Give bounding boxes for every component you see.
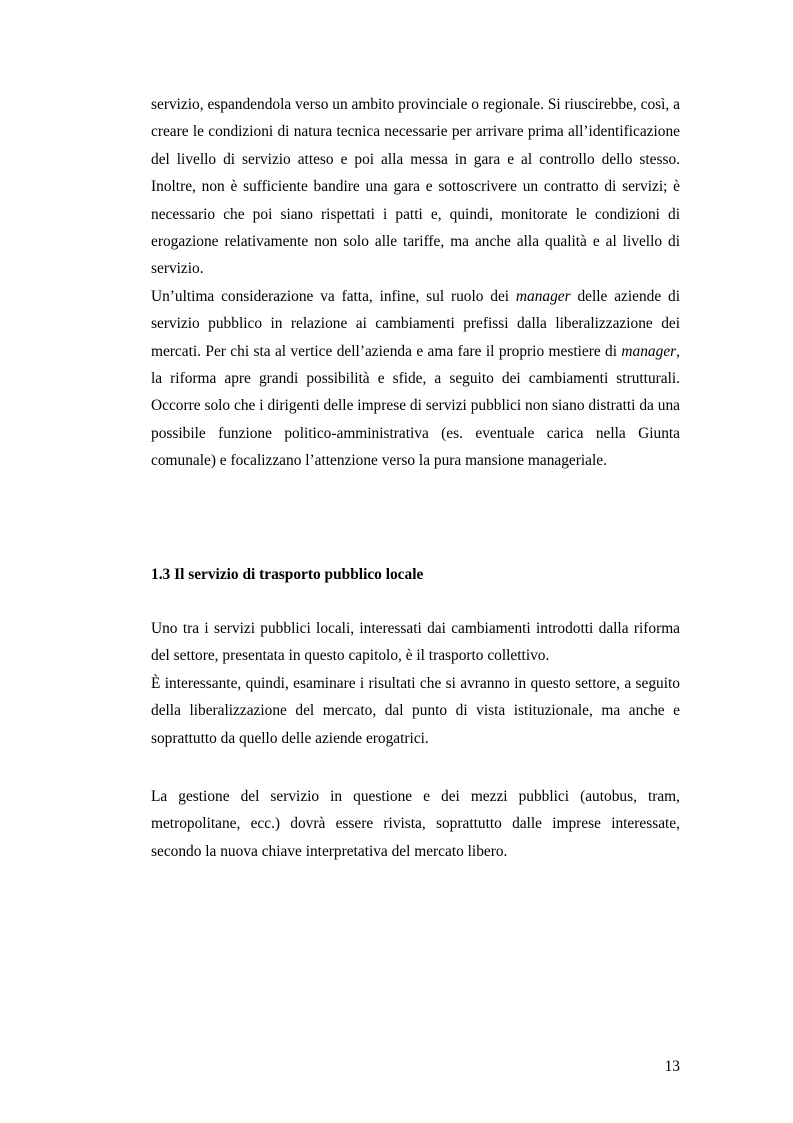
paragraph-manager-role-part-3: , la riforma apre grandi possibilità e sfide, a seguito dei cambiamenti strutturali. Occorre solo che i dirigenti delle imprese di servizi pubblici non siano distratti da una possibile funzione politico-amministrativa (es. eventuale carica nella Giunta comunale) e focalizzano l’attenzione verso la pura mansione manageriale. bbox=[151, 342, 680, 470]
body-text-management bbox=[151, 783, 680, 865]
paragraph-service-level: servizio, espandendola verso un ambito provinciale o regionale. Si riuscirebbe, così, a creare le condizioni di natura tecnica necessarie per arrivare prima all’identificazione del livello di servizio atteso e poi alla messa in gara e al controllo dello stesso. Inoltre, non è sufficiente bandire una gara e sottoscrivere un contratto di servizi; è necessario che poi siano rispettati i patti e, quindi, monitorate le condizioni di erogazione relativamente non solo alle tariffe, ma anche alla qualità e al livello di servizio. bbox=[151, 96, 680, 278]
paragraph-manager-role bbox=[151, 283, 680, 475]
paragraph-liberalization-results: È interessante, quindi, esaminare i risultati che si avranno in questo settore, a seguito della liberalizzazione del mercato, dal punto di vista istituzionale, ma anche e soprattutto da quello delle aziende erogatrici. bbox=[151, 674, 680, 747]
page-number: 13 bbox=[664, 1058, 680, 1075]
body-text-transport bbox=[151, 615, 680, 752]
paragraph-manager-role-part-2: delle aziende di servizio pubblico in relazione ai cambiamenti prefissi dalla liberalizzazione dei mercati. Per chi sta al vertice dell’azienda e ama fare il proprio mestiere di bbox=[151, 287, 680, 360]
section-heading: 1.3 Il servizio di trasporto pubblico locale bbox=[151, 566, 424, 583]
manager-term-1: manager bbox=[515, 287, 571, 305]
manager-term-2: manager bbox=[621, 342, 677, 360]
paragraph-transport-intro: Uno tra i servizi pubblici locali, interessati dai cambiamenti introdotti dalla riforma del settore, presentata in questo capitolo, è il trasporto collettivo. bbox=[151, 620, 680, 665]
paragraph-public-transport-management: La gestione del servizio in questione e dei mezzi pubblici (autobus, tram, metropolitane, ecc.) dovrà essere rivista, soprattutto dalle imprese interessate, secondo la nuova chiave interpretativa del mercato libero. bbox=[151, 788, 680, 860]
body-text-top bbox=[151, 91, 680, 475]
paragraph-manager-role-part-1: Un’ultima considerazione va fatta, infine, sul ruolo dei bbox=[151, 287, 516, 305]
